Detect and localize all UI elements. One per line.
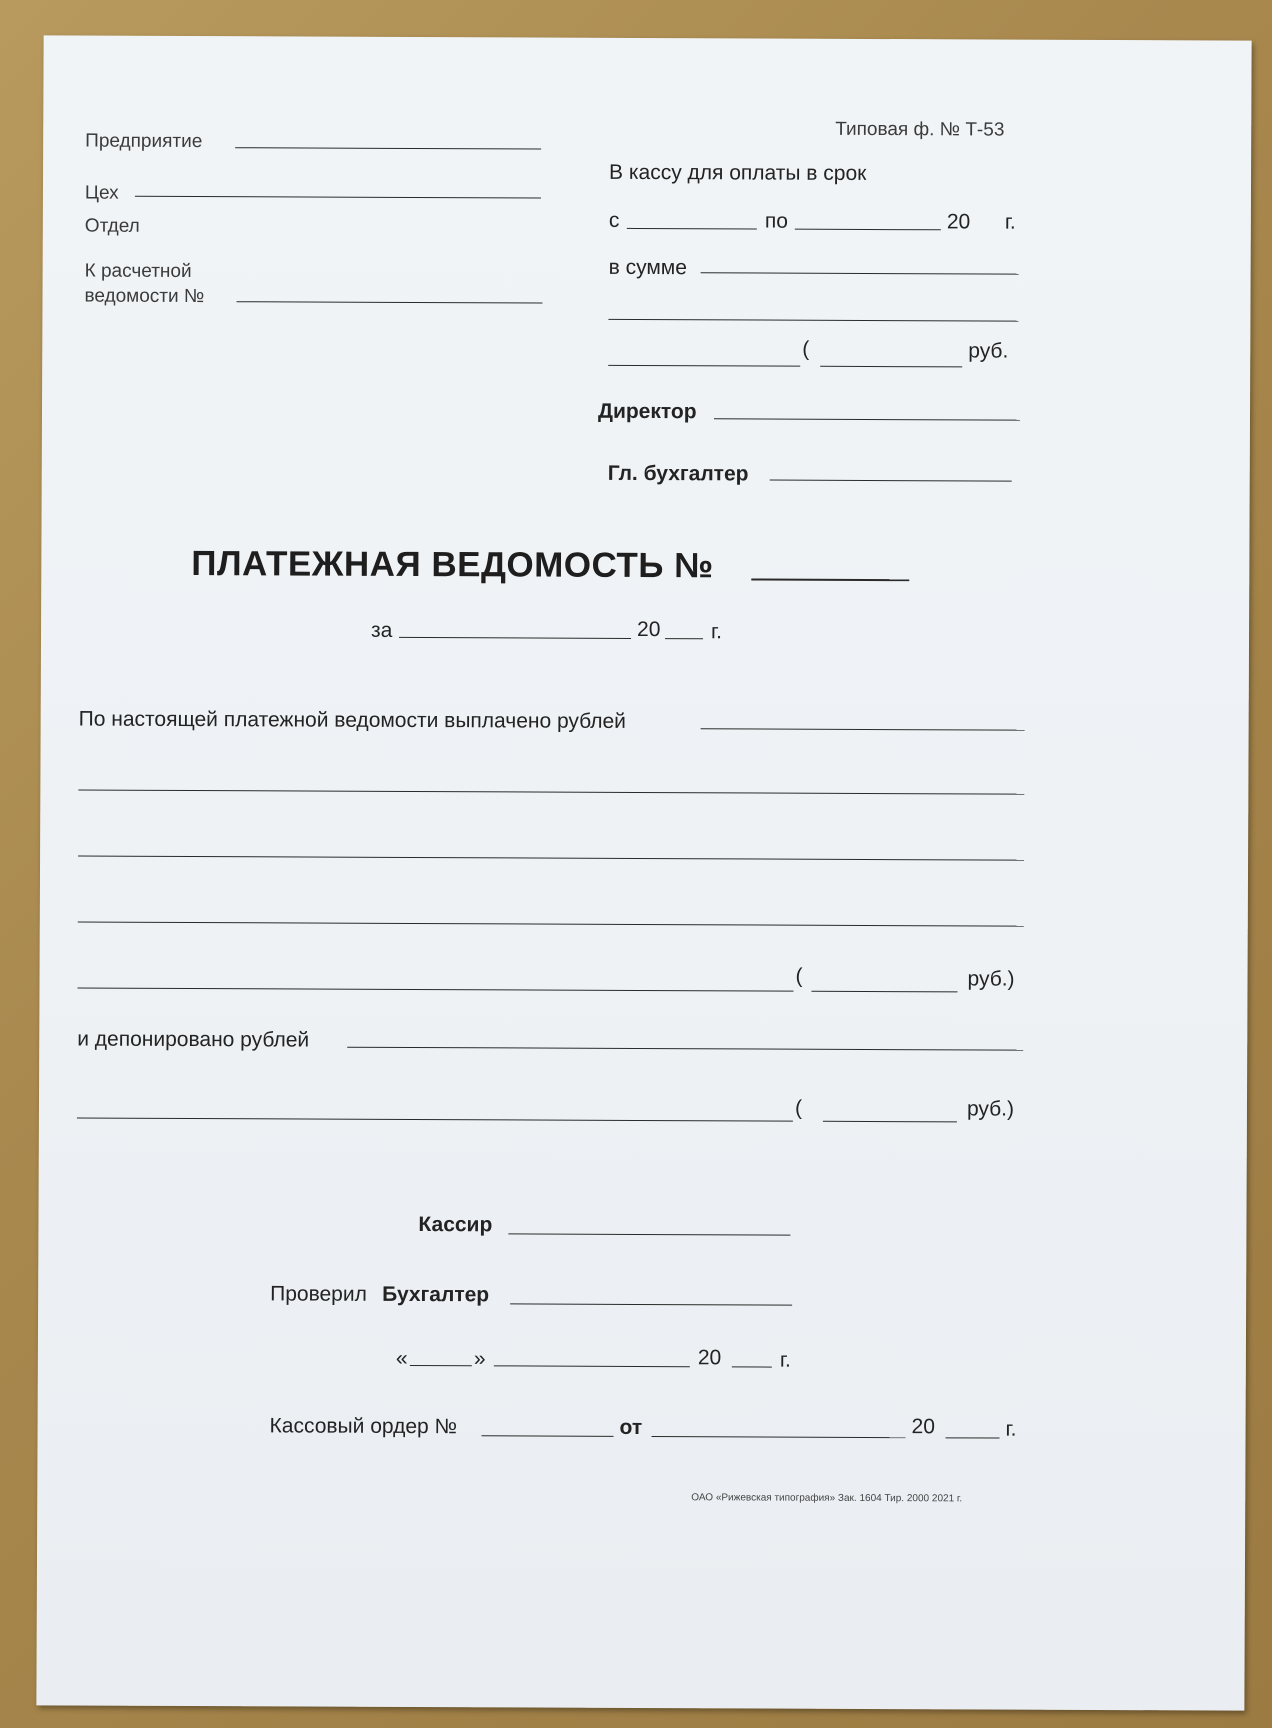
checked-prefix: Проверил bbox=[270, 1282, 367, 1306]
sign-year-prefix: 20 bbox=[697, 1346, 722, 1370]
payroll-number-field[interactable] bbox=[236, 301, 542, 303]
rub-label: руб. bbox=[968, 339, 1009, 363]
form-code: Типовая ф. № Т-53 bbox=[835, 118, 1005, 141]
date-from-field[interactable] bbox=[627, 228, 757, 230]
paid-amount-line2[interactable] bbox=[78, 790, 1024, 795]
paid-amount-words-field[interactable] bbox=[77, 988, 793, 992]
amount-label: в сумме bbox=[608, 255, 688, 280]
to-label: по bbox=[764, 209, 788, 233]
from-label: с bbox=[608, 208, 620, 232]
title-year-suffix: г. bbox=[711, 620, 723, 644]
director-signature-field[interactable] bbox=[714, 418, 1020, 420]
amount-digits-field[interactable] bbox=[820, 366, 962, 368]
deposited-amount-words-field[interactable] bbox=[77, 1118, 793, 1122]
title-year-field[interactable] bbox=[665, 638, 703, 639]
cash-order-year-prefix: 20 bbox=[911, 1415, 935, 1439]
deposited-rub-close: руб.) bbox=[966, 1097, 1015, 1121]
sign-year-suffix: г. bbox=[779, 1348, 791, 1372]
quote-open: « bbox=[395, 1346, 408, 1370]
cash-order-label: Кассовый ордер № bbox=[269, 1414, 458, 1439]
period-label: за bbox=[371, 618, 393, 642]
amount-field-line2[interactable] bbox=[608, 319, 1018, 322]
day-field[interactable] bbox=[410, 1365, 472, 1366]
chief-accountant-label: Гл. бухгалтер bbox=[607, 461, 749, 486]
year-suffix: г. bbox=[1004, 210, 1016, 234]
director-label: Директор bbox=[597, 399, 697, 424]
paid-amount-line3[interactable] bbox=[78, 856, 1024, 861]
paid-amount-digits-field[interactable] bbox=[811, 991, 957, 993]
quote-close: » bbox=[473, 1347, 486, 1371]
department-label: Отдел bbox=[84, 215, 140, 237]
payment-statement-form bbox=[36, 35, 1251, 1710]
paid-paren-open: ( bbox=[795, 964, 803, 988]
accountant-signature-field[interactable] bbox=[510, 1303, 792, 1305]
cash-order-number-field[interactable] bbox=[482, 1435, 614, 1437]
paid-amount-line4[interactable] bbox=[78, 922, 1024, 927]
cashier-label: Кассир bbox=[418, 1213, 493, 1237]
title-year-prefix: 20 bbox=[637, 617, 661, 642]
accountant-label: Бухгалтер bbox=[382, 1282, 490, 1307]
amount-field[interactable] bbox=[701, 272, 1019, 274]
month-field[interactable] bbox=[494, 1365, 690, 1367]
paid-rub-close: руб.) bbox=[967, 967, 1015, 991]
cash-order-date-field[interactable] bbox=[652, 1436, 906, 1438]
page-title: ПЛАТЕЖНАЯ ВЕДОМОСТЬ № bbox=[191, 544, 714, 586]
chief-accountant-signature-field[interactable] bbox=[770, 480, 1012, 482]
workshop-field[interactable] bbox=[135, 196, 541, 199]
deposited-label: и депонировано рублей bbox=[77, 1027, 310, 1052]
deposited-amount-field[interactable] bbox=[347, 1047, 1023, 1051]
sign-year-field[interactable] bbox=[732, 1366, 772, 1367]
enterprise-field[interactable] bbox=[235, 147, 541, 149]
period-field[interactable] bbox=[399, 637, 631, 639]
payroll-label-line1: К расчетной bbox=[84, 260, 192, 283]
enterprise-label: Предприятие bbox=[85, 130, 203, 153]
statement-number-field[interactable] bbox=[751, 578, 909, 581]
cash-order-year-field[interactable] bbox=[946, 1437, 1000, 1438]
deposited-amount-digits-field[interactable] bbox=[823, 1121, 957, 1123]
date-to-field[interactable] bbox=[795, 229, 941, 231]
workshop-label: Цех bbox=[84, 182, 119, 204]
cash-desk-text: В кассу для оплаты в срок bbox=[609, 160, 867, 185]
deposited-paren-open: ( bbox=[794, 1096, 803, 1120]
amount-words-field[interactable] bbox=[608, 365, 800, 367]
paren-open: ( bbox=[802, 337, 810, 361]
year-prefix: 20 bbox=[946, 210, 971, 234]
paid-amount-field[interactable] bbox=[701, 728, 1025, 730]
cash-order-year-suffix: г. bbox=[1005, 1417, 1017, 1441]
paid-label: По настоящей платежной ведомости выплачено рублей bbox=[78, 707, 627, 733]
cash-order-from-label: от bbox=[619, 1415, 643, 1439]
printer-imprint: ОАО «Рижевская типография» Зак. 1604 Тир. 2000 2021 г. bbox=[691, 1492, 963, 1505]
payroll-label-line2: ведомости № bbox=[84, 285, 205, 308]
cashier-signature-field[interactable] bbox=[508, 1233, 790, 1235]
